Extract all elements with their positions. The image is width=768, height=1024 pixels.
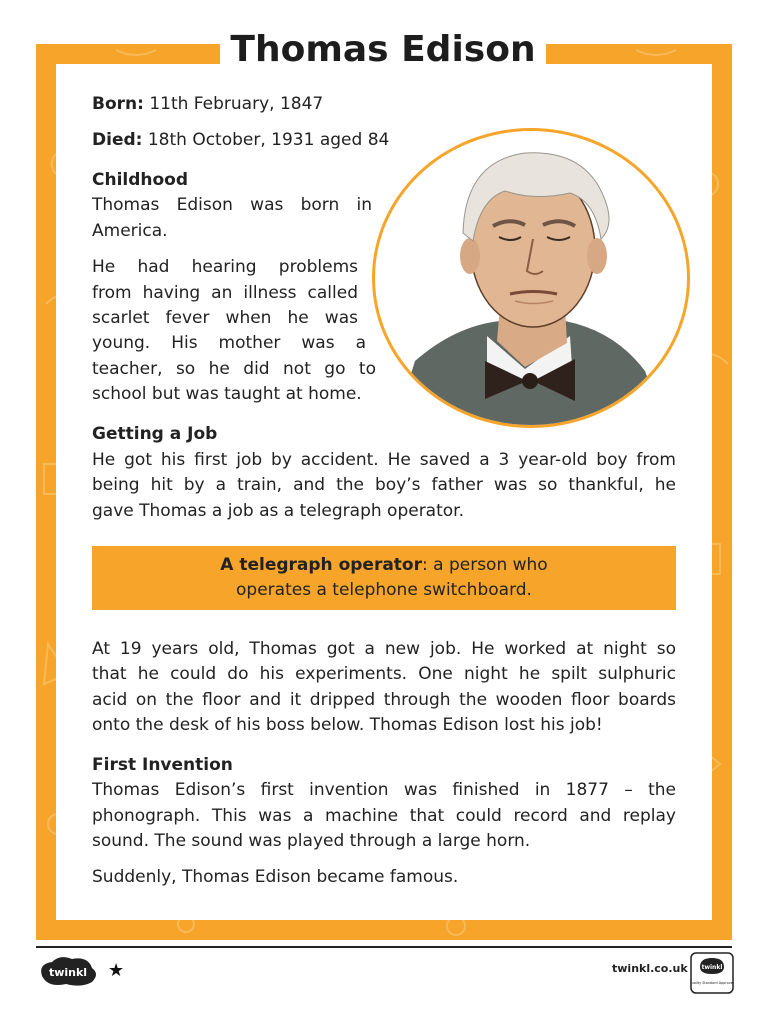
childhood-p2-line: young. His mother was a xyxy=(92,333,366,353)
job-line: being hit by a train, and the boy’s father was so thankful, he xyxy=(92,475,676,495)
job-line: gave Thomas a job as a telegraph operator. xyxy=(92,501,464,521)
invention-line: phonograph. This was a machine that could record and replay xyxy=(92,806,676,826)
died-line xyxy=(92,128,389,154)
childhood-line-2: America. xyxy=(92,221,168,241)
childhood-line-1: Thomas Edison was born in xyxy=(92,195,372,215)
footer-divider xyxy=(36,946,732,948)
badge-bottom-text: Quality Standard Approved xyxy=(690,981,734,985)
definition-box xyxy=(92,546,676,610)
quality-badge-icon xyxy=(690,952,734,994)
definition-line-1 xyxy=(92,553,676,579)
night-line: that he could do his experiments. One night he spilt sulphuric xyxy=(92,664,676,684)
childhood-p2-line: from having an illness called xyxy=(92,283,358,303)
twinkl-logo xyxy=(36,954,100,988)
badge-top-text: twinkl xyxy=(701,964,723,971)
title-banner xyxy=(220,24,546,74)
born-value: 11th February, 1847 xyxy=(143,94,324,114)
childhood-p2-line: teacher, so he did not go to xyxy=(92,359,376,379)
page-title: Thomas Edison xyxy=(230,28,536,70)
website-text: twinkl.co.uk xyxy=(612,962,688,975)
definition-line-2: operates a telephone switchboard. xyxy=(236,580,532,600)
invention-heading: First Invention xyxy=(92,755,233,775)
definition-term: A telegraph operator xyxy=(220,554,422,575)
died-label: Died: xyxy=(92,130,143,150)
night-line: At 19 years old, Thomas got a new job. He worked at night so xyxy=(92,639,676,659)
star-icon: ★ xyxy=(108,960,125,981)
job-heading: Getting a Job xyxy=(92,424,218,444)
childhood-p2-line: scarlet fever when he was xyxy=(92,308,358,328)
job-line: He got his first job by accident. He saved a 3 year-old boy from xyxy=(92,450,676,470)
night-line: acid on the floor and it dripped through the wooden floor boards xyxy=(92,690,676,710)
childhood-p2-line: He had hearing problems xyxy=(92,257,358,277)
childhood-p2-line: school but was taught at home. xyxy=(92,384,362,404)
night-line: onto the desk of his boss below. Thomas Edison lost his job! xyxy=(92,715,603,735)
invention-line: sound. The sound was played through a large horn. xyxy=(92,831,531,851)
died-value: 18th October, 1931 aged 84 xyxy=(142,130,390,150)
born-label: Born: xyxy=(92,94,144,114)
born-line xyxy=(92,92,323,118)
edison-portrait xyxy=(372,128,690,428)
invention-line: Thomas Edison’s first invention was finished in 1877 – the xyxy=(92,780,676,800)
logo-text: twinkl xyxy=(48,966,88,979)
definition-rest: : a person who xyxy=(422,554,548,575)
childhood-heading: Childhood xyxy=(92,170,189,190)
invention-final-line: Suddenly, Thomas Edison became famous. xyxy=(92,867,459,887)
